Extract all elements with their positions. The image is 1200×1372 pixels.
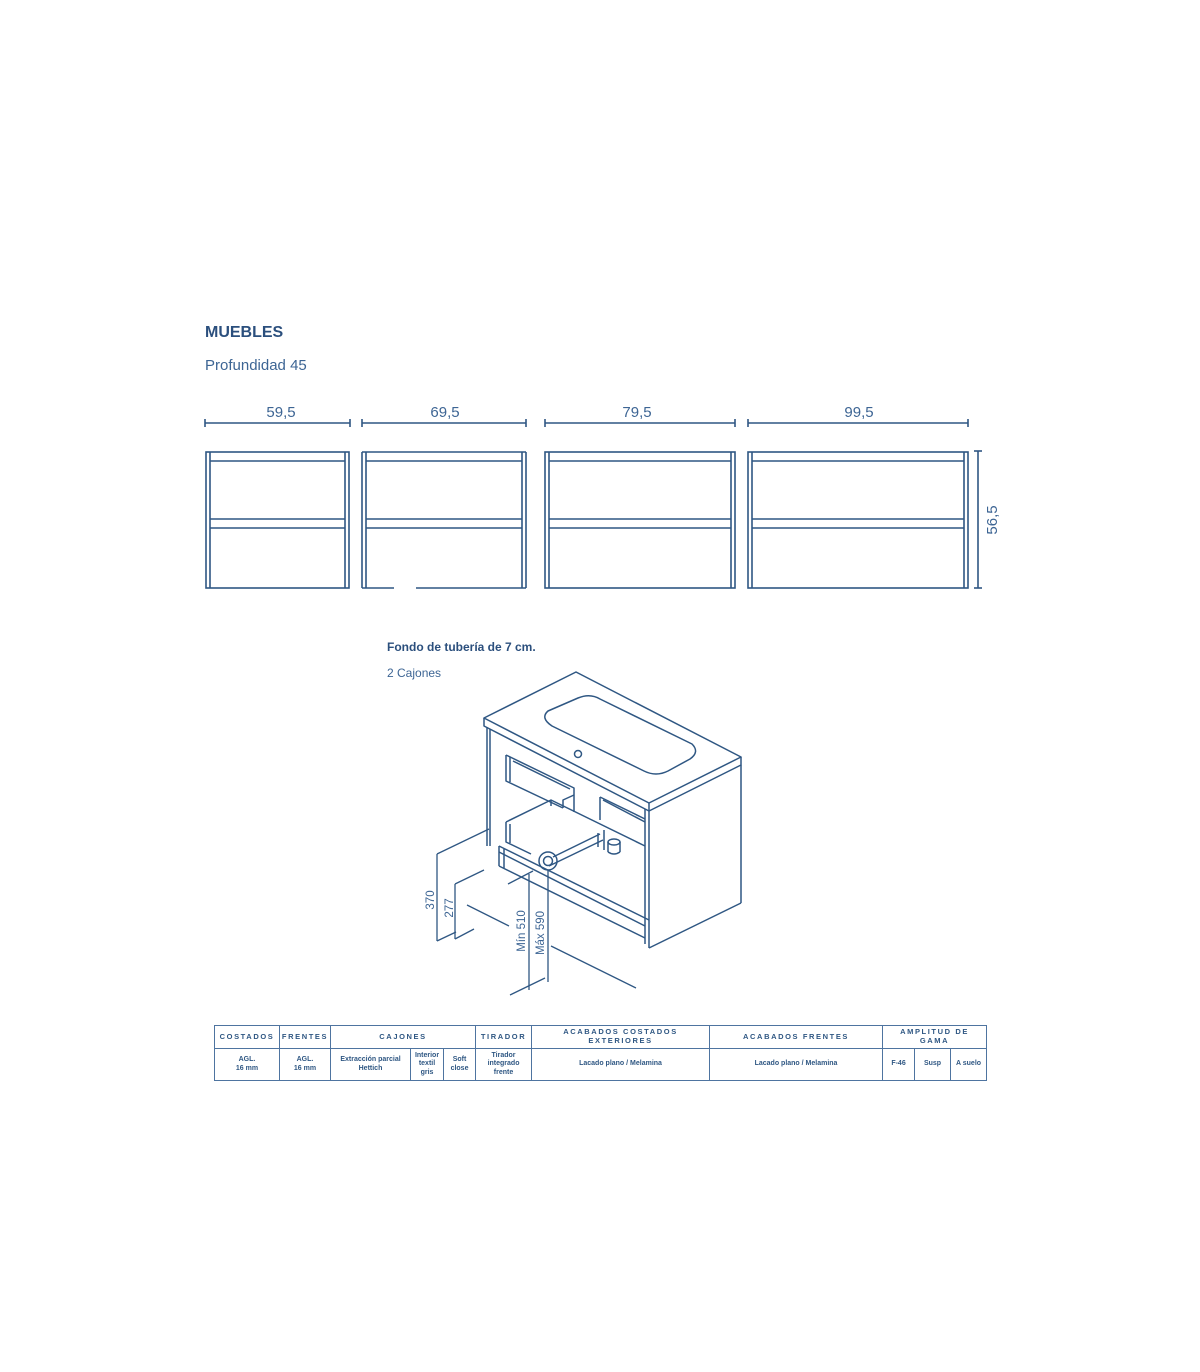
width-label-3: 79,5 — [622, 404, 652, 421]
sink-basin — [545, 696, 696, 774]
dim-277-label: 277 — [444, 898, 456, 918]
pipe-depth-title: Fondo de tubería de 7 cm. — [387, 640, 536, 654]
specifications-table — [214, 1025, 987, 1081]
header-costados: COSTADOS — [215, 1026, 280, 1049]
dim-max-label: Máx 590 — [535, 910, 547, 956]
value-tirador: Tirador integrado frente — [476, 1049, 532, 1081]
value-cajones-interior: Interior textil gris — [411, 1049, 444, 1081]
page-title: MUEBLES — [205, 324, 284, 341]
drawers-subtitle: 2 Cajones — [387, 666, 442, 680]
header-amplitud-gama: AMPLITUD DE GAMA — [883, 1026, 987, 1049]
value-cajones-soft-close: Soft close — [444, 1049, 476, 1081]
value-acabados-costados: Lacado plano / Melamina — [532, 1049, 710, 1081]
drain-pipe — [539, 830, 620, 870]
dim-370-label: 370 — [425, 890, 437, 910]
width-label-4: 99,5 — [844, 404, 874, 421]
value-frentes: AGL. 16 mm — [280, 1049, 331, 1081]
width-label-1: 59,5 — [266, 404, 296, 421]
value-cajones-extraccion: Extracción parcial Hettich — [331, 1049, 411, 1081]
value-costados: AGL. 16 mm — [215, 1049, 280, 1081]
header-cajones: CAJONES — [331, 1026, 476, 1049]
value-gama-f46: F-46 — [883, 1049, 915, 1081]
value-gama-suelo: A suelo — [951, 1049, 987, 1081]
value-acabados-frentes: Lacado plano / Melamina — [710, 1049, 883, 1081]
dim-min-label: Mín 510 — [516, 910, 528, 952]
header-acabados-costados: ACABADOS COSTADOS EXTERIORES — [532, 1026, 710, 1049]
countertop — [484, 672, 741, 811]
header-frentes: FRENTES — [280, 1026, 331, 1049]
width-label-2: 69,5 — [430, 404, 460, 421]
header-acabados-frentes: ACABADOS FRENTES — [710, 1026, 883, 1049]
height-label: 56,5 — [984, 505, 1001, 535]
header-tirador: TIRADOR — [476, 1026, 532, 1049]
value-gama-susp: Susp — [915, 1049, 951, 1081]
depth-subtitle: Profundidad 45 — [205, 357, 307, 374]
